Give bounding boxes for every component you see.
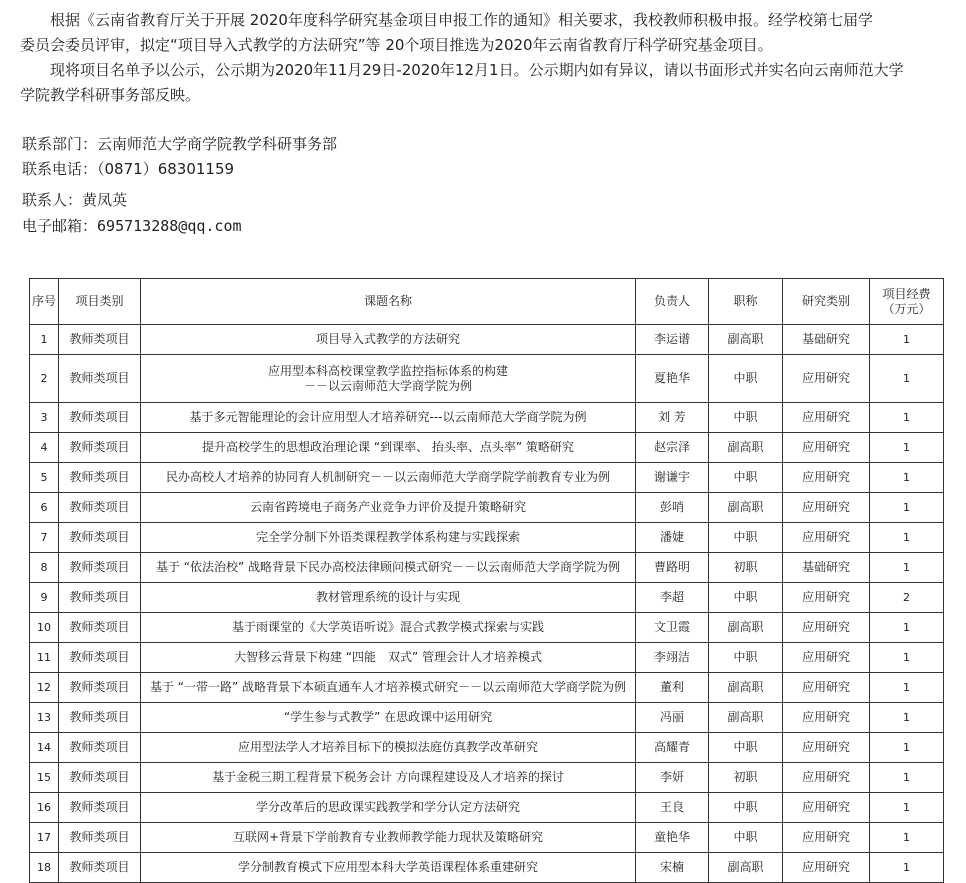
row-title: 完全学分制下外语类课程教学体系构建与实践探索 — [141, 523, 636, 553]
header-title: 课题名称 — [141, 279, 636, 325]
announcement-intro — [20, 8, 966, 108]
table-row — [30, 793, 944, 823]
row-title: 云南省跨境电子商务产业竞争力评价及提升策略研究 — [141, 493, 636, 523]
row-category: 教师类项目 — [59, 763, 141, 793]
table-header-row — [30, 279, 944, 325]
intro-line-2: 委员会委员评审，拟定“项目导入式教学的方法研究”等 20个项目推选为2020年云南省教育厅科学研究基金项目。 — [20, 36, 773, 54]
row-category: 教师类项目 — [59, 853, 141, 883]
row-category: 教师类项目 — [59, 463, 141, 493]
row-category: 教师类项目 — [59, 793, 141, 823]
row-funding: 1 — [870, 673, 944, 703]
row-research-type: 应用研究 — [783, 583, 870, 613]
row-rank: 副高职 — [709, 493, 783, 523]
row-no: 16 — [30, 793, 59, 823]
row-research-type: 基础研究 — [783, 325, 870, 355]
table-row — [30, 433, 944, 463]
header-leader: 负责人 — [636, 279, 709, 325]
row-funding: 1 — [870, 403, 944, 433]
table-row — [30, 823, 944, 853]
row-funding: 1 — [870, 763, 944, 793]
row-research-type: 应用研究 — [783, 493, 870, 523]
row-funding: 1 — [870, 853, 944, 883]
row-no: 10 — [30, 613, 59, 643]
row-leader: 李运谱 — [636, 325, 709, 355]
table-row — [30, 325, 944, 355]
row-title: 学分改革后的思政课实践教学和学分认定方法研究 — [141, 793, 636, 823]
row-category: 教师类项目 — [59, 703, 141, 733]
row-leader: 高耀青 — [636, 733, 709, 763]
row-category: 教师类项目 — [59, 823, 141, 853]
row-funding: 1 — [870, 733, 944, 763]
table-row — [30, 355, 944, 403]
row-rank: 初职 — [709, 763, 783, 793]
contact-email-label: 电子邮箱： — [22, 217, 98, 235]
intro-line-1: 根据《云南省教育厅关于开展 2020年度科学研究基金项目申报工作的通知》相关要求，我校教师积极申报。经学校第七届学 — [50, 11, 873, 29]
row-leader: 童艳华 — [636, 823, 709, 853]
row-research-type: 应用研究 — [783, 733, 870, 763]
header-no: 序号 — [30, 279, 59, 325]
row-no: 17 — [30, 823, 59, 853]
row-funding: 1 — [870, 643, 944, 673]
header-category: 项目类别 — [59, 279, 141, 325]
row-category: 教师类项目 — [59, 325, 141, 355]
contact-person-value: 黄凤英 — [82, 191, 128, 209]
contact-phone-label: 联系电话： — [22, 160, 98, 178]
row-research-type: 应用研究 — [783, 763, 870, 793]
row-rank: 副高职 — [709, 433, 783, 463]
contact-department-value: 云南师范大学商学院教学科研事务部 — [97, 135, 338, 153]
table-row — [30, 733, 944, 763]
row-funding: 1 — [870, 523, 944, 553]
row-category: 教师类项目 — [59, 433, 141, 463]
row-no: 5 — [30, 463, 59, 493]
contact-email — [22, 215, 242, 237]
row-no: 15 — [30, 763, 59, 793]
row-title: 民办高校人才培养的协同育人机制研究－－以云南师范大学商学院学前教育专业为例 — [141, 463, 636, 493]
row-rank: 副高职 — [709, 853, 783, 883]
row-research-type: 应用研究 — [783, 463, 870, 493]
row-funding: 1 — [870, 823, 944, 853]
row-category: 教师类项目 — [59, 493, 141, 523]
row-leader: 冯丽 — [636, 703, 709, 733]
row-research-type: 应用研究 — [783, 643, 870, 673]
table-row — [30, 553, 944, 583]
row-leader: 李超 — [636, 583, 709, 613]
row-leader: 李翊洁 — [636, 643, 709, 673]
row-funding: 1 — [870, 703, 944, 733]
row-funding: 2 — [870, 583, 944, 613]
contact-phone — [22, 158, 234, 180]
row-title-line-1: 应用型本科高校课堂教学监控指标体系的构建 — [267, 363, 508, 378]
row-category: 教师类项目 — [59, 643, 141, 673]
row-title-line-2: －－以云南师范大学商学院为例 — [303, 378, 472, 393]
table-row — [30, 523, 944, 553]
row-leader: 董利 — [636, 673, 709, 703]
row-rank: 中职 — [709, 733, 783, 763]
row-title: 项目导入式教学的方法研究 — [141, 325, 636, 355]
row-no: 1 — [30, 325, 59, 355]
row-no: 6 — [30, 493, 59, 523]
row-funding: 1 — [870, 355, 944, 403]
row-rank: 中职 — [709, 823, 783, 853]
project-table — [29, 278, 944, 883]
row-research-type: 应用研究 — [783, 793, 870, 823]
table-row — [30, 463, 944, 493]
intro-line-3: 现将项目名单予以公示，公示期为2020年11月29日-2020年12月1日。公示期内如有异议，请以书面形式并实名向云南师范大学 — [50, 61, 904, 79]
row-category: 教师类项目 — [59, 673, 141, 703]
row-funding: 1 — [870, 325, 944, 355]
row-rank: 副高职 — [709, 703, 783, 733]
row-rank: 副高职 — [709, 673, 783, 703]
row-title: 学分制教育模式下应用型本科大学英语课程体系重建研究 — [141, 853, 636, 883]
row-rank: 副高职 — [709, 325, 783, 355]
row-rank: 中职 — [709, 583, 783, 613]
row-funding: 1 — [870, 433, 944, 463]
contact-person — [22, 189, 127, 211]
row-rank: 中职 — [709, 355, 783, 403]
row-no: 11 — [30, 643, 59, 673]
contact-department — [22, 133, 337, 155]
row-title: 大智移云背景下构建 “四能 双式” 管理会计人才培养模式 — [141, 643, 636, 673]
row-category: 教师类项目 — [59, 613, 141, 643]
intro-line-4: 学院教学科研事务部反映。 — [20, 86, 201, 104]
table-row — [30, 613, 944, 643]
row-rank: 初职 — [709, 553, 783, 583]
table-body — [30, 325, 944, 883]
table-row — [30, 763, 944, 793]
row-leader: 曹路明 — [636, 553, 709, 583]
row-category: 教师类项目 — [59, 583, 141, 613]
row-no: 2 — [30, 355, 59, 403]
row-leader: 李妍 — [636, 763, 709, 793]
contact-department-label: 联系部门： — [22, 135, 98, 153]
table-row — [30, 853, 944, 883]
row-title: 提升高校学生的思想政治理论课 “到课率、 抬头率、点头率” 策略研究 — [141, 433, 636, 463]
row-funding: 1 — [870, 493, 944, 523]
row-no: 7 — [30, 523, 59, 553]
row-funding: 1 — [870, 613, 944, 643]
row-rank: 中职 — [709, 403, 783, 433]
row-category: 教师类项目 — [59, 403, 141, 433]
row-research-type: 应用研究 — [783, 613, 870, 643]
row-funding: 1 — [870, 463, 944, 493]
row-leader: 王良 — [636, 793, 709, 823]
row-category: 教师类项目 — [59, 523, 141, 553]
row-research-type: 应用研究 — [783, 703, 870, 733]
row-category: 教师类项目 — [59, 355, 141, 403]
row-funding: 1 — [870, 553, 944, 583]
row-rank: 中职 — [709, 793, 783, 823]
row-no: 18 — [30, 853, 59, 883]
table-row — [30, 493, 944, 523]
row-research-type: 基础研究 — [783, 553, 870, 583]
row-title: 教材管理系统的设计与实现 — [141, 583, 636, 613]
row-title: 基于雨课堂的《大学英语听说》混合式教学模式探索与实践 — [141, 613, 636, 643]
row-leader: 宋楠 — [636, 853, 709, 883]
row-research-type: 应用研究 — [783, 403, 870, 433]
table-row — [30, 583, 944, 613]
row-title: “学生参与式教学” 在思政课中运用研究 — [141, 703, 636, 733]
table-row — [30, 643, 944, 673]
row-leader: 文卫霞 — [636, 613, 709, 643]
row-title: 基于 “依法治校” 战略背景下民办高校法律顾问模式研究－－以云南师范大学商学院为例 — [141, 553, 636, 583]
row-leader: 谢谦宇 — [636, 463, 709, 493]
row-category: 教师类项目 — [59, 553, 141, 583]
row-leader: 夏艳华 — [636, 355, 709, 403]
row-no: 8 — [30, 553, 59, 583]
row-research-type: 应用研究 — [783, 433, 870, 463]
row-no: 4 — [30, 433, 59, 463]
header-research-type: 研究类别 — [783, 279, 870, 325]
row-category: 教师类项目 — [59, 733, 141, 763]
table-row — [30, 703, 944, 733]
contact-person-label: 联系人： — [22, 191, 83, 209]
row-title: 基于 “一带一路” 战略背景下本硕直通车人才培养模式研究－－以云南师范大学商学院为例 — [141, 673, 636, 703]
row-research-type: 应用研究 — [783, 523, 870, 553]
row-title — [141, 355, 636, 403]
contact-email-value: 695713288@qq.com — [97, 217, 242, 235]
row-leader: 赵宗泽 — [636, 433, 709, 463]
contact-phone-value: （0871）68301159 — [97, 160, 235, 178]
row-no: 9 — [30, 583, 59, 613]
row-leader: 潘婕 — [636, 523, 709, 553]
row-no: 14 — [30, 733, 59, 763]
row-title: 基于金税三期工程背景下税务会计 方向课程建设及人才培养的探讨 — [141, 763, 636, 793]
row-research-type: 应用研究 — [783, 355, 870, 403]
row-title: 应用型法学人才培养目标下的模拟法庭仿真教学改革研究 — [141, 733, 636, 763]
row-leader: 刘 芳 — [636, 403, 709, 433]
row-leader: 彭哨 — [636, 493, 709, 523]
row-title: 基于多元智能理论的会计应用型人才培养研究---以云南师范大学商学院为例 — [141, 403, 636, 433]
row-title: 互联网+背景下学前教育专业教师教学能力现状及策略研究 — [141, 823, 636, 853]
row-no: 13 — [30, 703, 59, 733]
row-rank: 副高职 — [709, 613, 783, 643]
row-no: 12 — [30, 673, 59, 703]
header-rank: 职称 — [709, 279, 783, 325]
table-row — [30, 403, 944, 433]
row-rank: 中职 — [709, 523, 783, 553]
row-research-type: 应用研究 — [783, 673, 870, 703]
row-rank: 中职 — [709, 643, 783, 673]
row-research-type: 应用研究 — [783, 853, 870, 883]
table-row — [30, 673, 944, 703]
header-funding: 项目经费（万元） — [870, 279, 944, 325]
row-research-type: 应用研究 — [783, 823, 870, 853]
row-funding: 1 — [870, 793, 944, 823]
row-rank: 中职 — [709, 463, 783, 493]
row-no: 3 — [30, 403, 59, 433]
